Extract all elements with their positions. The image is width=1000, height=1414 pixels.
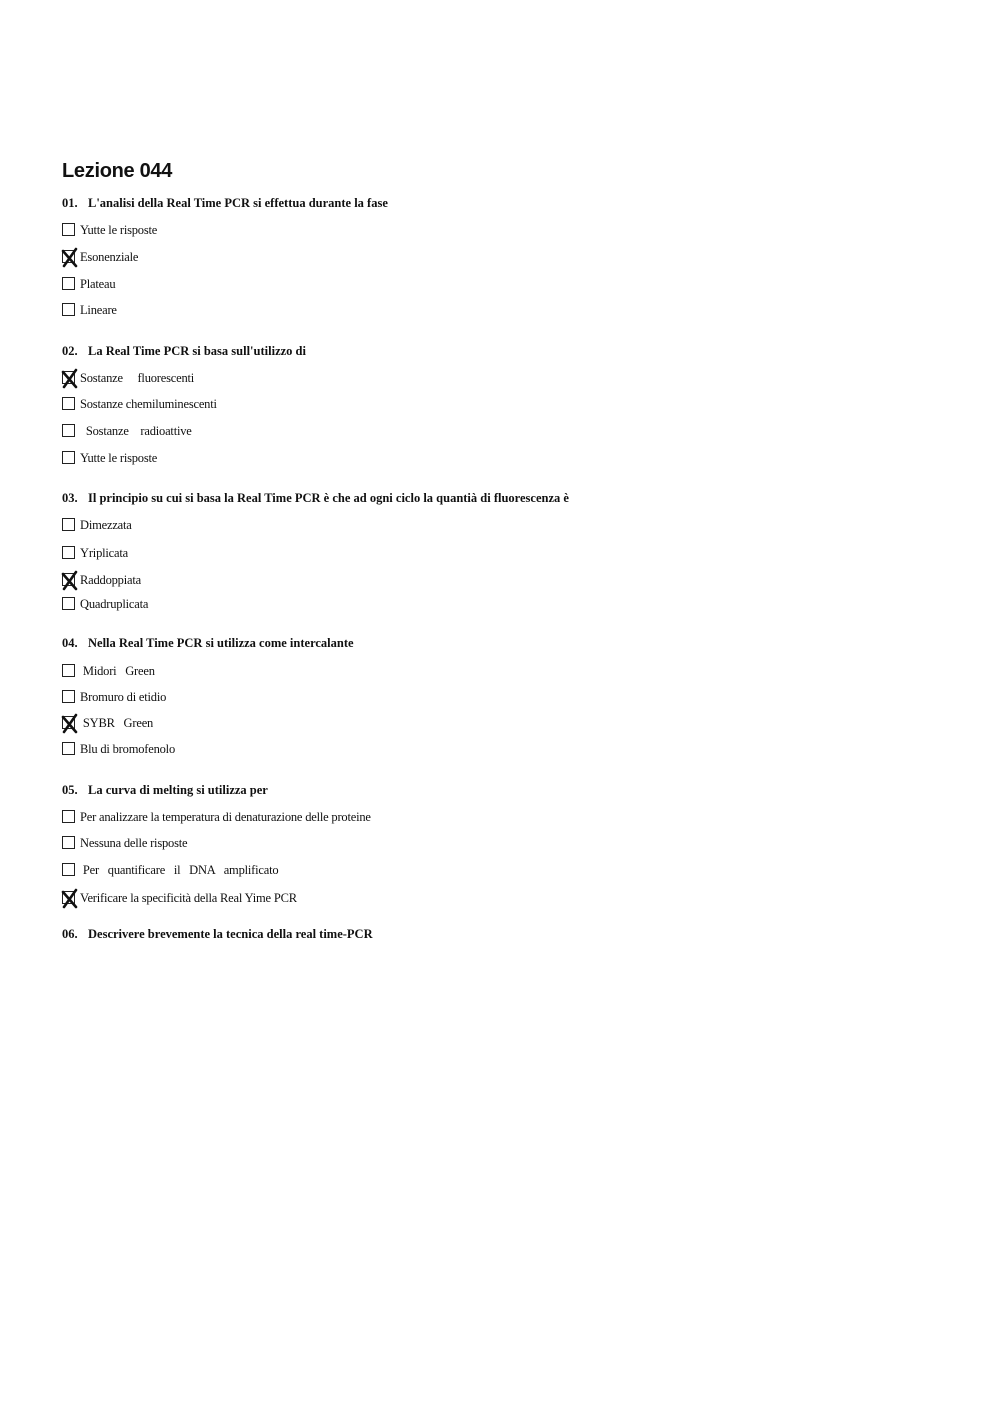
question-03 xyxy=(62,491,569,506)
option-label: Lineare xyxy=(80,303,117,317)
question-04-option-4[interactable] xyxy=(62,742,176,758)
checkbox[interactable] xyxy=(62,690,75,703)
question-02-option-1[interactable] xyxy=(62,371,195,387)
check-mark-icon xyxy=(61,248,79,268)
option-label: Dimezzata xyxy=(80,518,132,532)
checkbox[interactable] xyxy=(62,836,75,849)
checkbox[interactable] xyxy=(62,716,75,729)
checkbox[interactable] xyxy=(62,664,75,677)
question-05-option-4[interactable] xyxy=(62,891,297,907)
question-02-option-3[interactable] xyxy=(62,424,192,440)
option-label: Nessuna delle risposte xyxy=(80,836,188,850)
checkbox[interactable] xyxy=(62,371,75,384)
option-label: Yutte le risposte xyxy=(80,451,158,465)
option-label: Bromuro di etidio xyxy=(80,690,167,704)
question-text: Descrivere brevemente la tecnica della real time-PCR xyxy=(88,927,373,941)
question-01-option-3[interactable] xyxy=(62,277,116,293)
checkbox[interactable] xyxy=(62,277,75,290)
question-05-option-3[interactable] xyxy=(62,863,279,879)
question-text: Nella Real Time PCR si utilizza come intercalante xyxy=(88,636,354,650)
question-text: Il principio su cui si basa la Real Time PCR è che ad ogni ciclo la quantià di fluorescenza è xyxy=(88,491,569,505)
checkbox[interactable] xyxy=(62,597,75,610)
question-04-option-3[interactable] xyxy=(62,716,154,732)
option-label: Sostanze chemiluminescenti xyxy=(80,397,217,411)
question-text: L'analisi della Real Time PCR si effettua durante la fase xyxy=(88,196,388,210)
question-number: 02. xyxy=(62,344,78,358)
question-number: 06. xyxy=(62,927,78,941)
option-label: Verificare la specificità della Real Yime PCR xyxy=(80,891,297,905)
option-label: Esonenziale xyxy=(80,250,139,264)
question-02-option-2[interactable] xyxy=(62,397,217,413)
checkbox[interactable] xyxy=(62,303,75,316)
option-label: Sostanze fluorescenti xyxy=(80,371,195,385)
checkbox[interactable] xyxy=(62,891,75,904)
option-label: Quadruplicata xyxy=(80,597,149,611)
question-04 xyxy=(62,636,354,651)
option-label: Sostanze radioattive xyxy=(80,424,192,438)
option-label: Midori Green xyxy=(80,664,155,678)
option-label: Yriplicata xyxy=(80,546,128,560)
question-02 xyxy=(62,344,306,359)
question-04-option-2[interactable] xyxy=(62,690,167,706)
option-label: Yutte le risposte xyxy=(80,223,158,237)
checkbox[interactable] xyxy=(62,742,75,755)
checkbox[interactable] xyxy=(62,250,75,263)
question-01-option-2[interactable] xyxy=(62,250,139,266)
question-03-option-3[interactable] xyxy=(62,573,141,589)
checkbox[interactable] xyxy=(62,573,75,586)
option-label: Per quantificare il DNA amplificato xyxy=(80,863,279,877)
question-number: 04. xyxy=(62,636,78,650)
page-title: Lezione 044 xyxy=(62,160,173,182)
check-mark-icon xyxy=(61,889,79,909)
option-label: Blu di bromofenolo xyxy=(80,742,176,756)
checkbox[interactable] xyxy=(62,223,75,236)
option-label: Raddoppiata xyxy=(80,573,141,587)
check-mark-icon xyxy=(61,571,79,591)
checkbox[interactable] xyxy=(62,424,75,437)
checkbox[interactable] xyxy=(62,810,75,823)
question-text: La Real Time PCR si basa sull'utilizzo di xyxy=(88,344,306,358)
question-text: La curva di melting si utilizza per xyxy=(88,783,268,797)
question-01-option-4[interactable] xyxy=(62,303,117,319)
question-06 xyxy=(62,927,373,942)
checkbox[interactable] xyxy=(62,546,75,559)
option-label: Plateau xyxy=(80,277,116,291)
question-04-option-1[interactable] xyxy=(62,664,155,680)
option-label: SYBR Green xyxy=(80,716,154,730)
question-number: 03. xyxy=(62,491,78,505)
checkbox[interactable] xyxy=(62,863,75,876)
check-mark-icon xyxy=(61,714,79,734)
question-03-option-2[interactable] xyxy=(62,546,128,562)
question-02-option-4[interactable] xyxy=(62,451,158,467)
question-03-option-4[interactable] xyxy=(62,597,149,613)
option-label: Per analizzare la temperatura di denaturazione delle proteine xyxy=(80,810,371,824)
question-01 xyxy=(62,196,388,211)
question-number: 01. xyxy=(62,196,78,210)
question-03-option-1[interactable] xyxy=(62,518,132,534)
checkbox[interactable] xyxy=(62,451,75,464)
question-01-option-1[interactable] xyxy=(62,223,158,239)
check-mark-icon xyxy=(61,369,79,389)
checkbox[interactable] xyxy=(62,397,75,410)
question-05-option-2[interactable] xyxy=(62,836,188,852)
question-05-option-1[interactable] xyxy=(62,810,371,826)
checkbox[interactable] xyxy=(62,518,75,531)
question-number: 05. xyxy=(62,783,78,797)
question-05 xyxy=(62,783,268,798)
